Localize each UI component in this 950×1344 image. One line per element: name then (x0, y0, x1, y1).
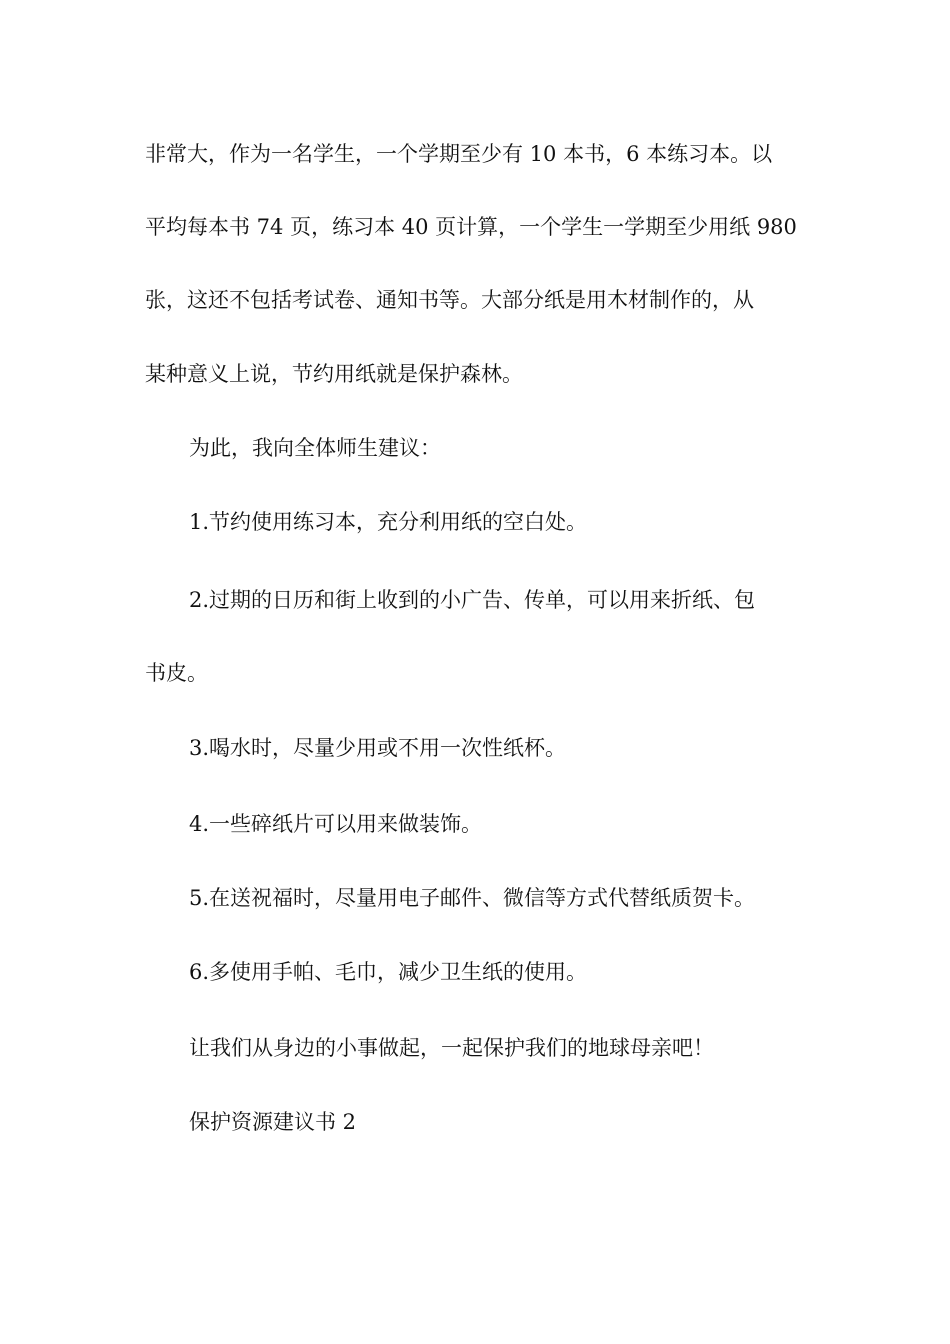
paragraph-line: 平均每本书 74 页，练习本 40 页计算，一个学生一学期至少用纸 980 (145, 215, 797, 239)
intro-text: 为此，我向全体师生建议： (189, 436, 441, 460)
section-heading: 保护资源建议书 2 (189, 1110, 357, 1134)
paragraph-line: 某种意义上说，节约用纸就是保护森林。 (145, 362, 523, 386)
suggestion-item-3: 3.喝水时，尽量少用或不用一次性纸杯。 (189, 736, 567, 760)
paragraph-line: 非常大，作为一名学生，一个学期至少有 10 本书，6 本练习本。以 (145, 142, 773, 166)
suggestion-item-2: 2.过期的日历和街上收到的小广告、传单，可以用来折纸、包 (189, 588, 756, 612)
suggestion-item-6: 6.多使用手帕、毛巾，减少卫生纸的使用。 (189, 960, 588, 984)
paragraph-line: 张，这还不包括考试卷、通知书等。大部分纸是用木材制作的，从 (145, 288, 754, 312)
suggestion-item-5: 5.在送祝福时，尽量用电子邮件、微信等方式代替纸质贺卡。 (189, 886, 756, 910)
closing-text: 让我们从身边的小事做起，一起保护我们的地球母亲吧！ (189, 1036, 714, 1060)
suggestion-item-4: 4.一些碎纸片可以用来做装饰。 (189, 812, 483, 836)
suggestion-item-2-continued: 书皮。 (145, 661, 208, 685)
suggestion-item-1: 1.节约使用练习本，充分利用纸的空白处。 (189, 510, 588, 534)
